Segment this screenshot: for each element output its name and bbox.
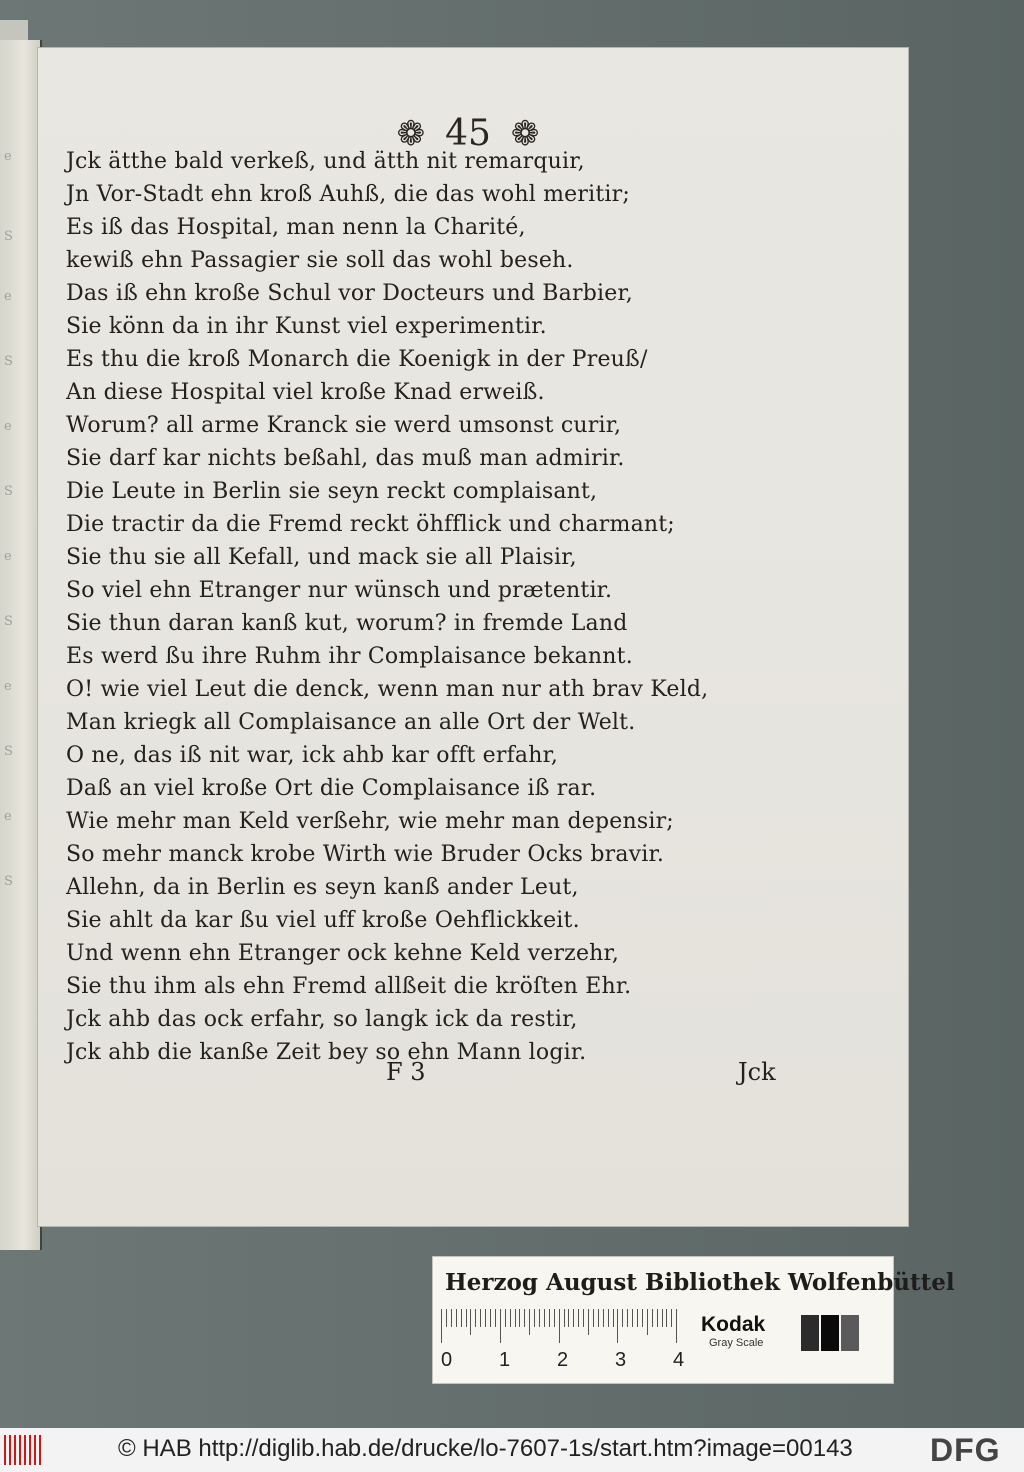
ruler-tick — [613, 1309, 614, 1327]
ruler-tick — [564, 1309, 565, 1327]
bleed-mark: S — [4, 354, 13, 369]
ruler-label: 2 — [557, 1349, 569, 1371]
bleed-mark: e — [4, 679, 12, 694]
gray-swatch — [821, 1315, 839, 1351]
text-line: Und wenn ehn Etranger ock kehne Keld verzehr, — [66, 941, 620, 966]
bleed-mark: e — [4, 419, 12, 434]
ruler-tick — [529, 1309, 530, 1335]
bleed-mark: e — [4, 809, 12, 824]
signature-mark: F 3 — [386, 1058, 426, 1086]
ruler-tick — [539, 1309, 540, 1327]
scale-ruler — [441, 1309, 683, 1375]
ruler-tick — [608, 1309, 609, 1327]
ruler-tick — [505, 1309, 506, 1327]
text-line: Jn Vor-Stadt ehn kroß Auhß, die das wohl meritir; — [66, 182, 630, 207]
barcode-icon — [4, 1435, 44, 1465]
flower-ornament-icon: ❁ — [510, 114, 540, 154]
ruler-tick — [647, 1309, 648, 1335]
ruler-tick — [519, 1309, 520, 1327]
ruler-label: 4 — [673, 1349, 685, 1371]
text-line: Die Leute in Berlin sie seyn reckt complaisant, — [66, 479, 598, 504]
bleed-mark: e — [4, 149, 12, 164]
page-footer — [38, 1058, 908, 1098]
text-line: Sie darf kar nichts beßahl, das muß man admirir. — [66, 446, 625, 471]
bleed-mark: e — [4, 549, 12, 564]
ruler-tick — [451, 1309, 452, 1327]
ruler-tick — [466, 1309, 467, 1327]
ruler-tick — [573, 1309, 574, 1327]
ruler-tick — [593, 1309, 594, 1327]
text-line: Es werd ßu ihre Ruhm ihr Complaisance bekannt. — [66, 644, 633, 669]
text-line: Sie ahlt da kar ßu viel uff kroße Oehflickkeit. — [66, 908, 580, 933]
ruler-tick — [475, 1309, 476, 1327]
ruler-ticks — [441, 1309, 683, 1343]
gray-swatch — [801, 1315, 819, 1351]
bleed-mark: S — [4, 874, 13, 889]
book-page — [38, 48, 908, 1226]
text-line: Wie mehr man Keld verßehr, wie mehr man depensir; — [66, 809, 674, 834]
text-line: O ne, das iß nit war, ick ahb kar offt erfahr, — [66, 743, 559, 768]
catchword: Jck — [738, 1058, 776, 1086]
flower-ornament-icon: ❁ — [396, 114, 426, 154]
kodak-logo: Kodak — [701, 1313, 766, 1336]
text-line: Es thu die kroß Monarch die Koenigk in der Preuß/ — [66, 347, 648, 372]
ruler-tick — [632, 1309, 633, 1327]
ruler-tick — [510, 1309, 511, 1327]
ruler-label: 1 — [499, 1349, 511, 1371]
ruler-tick — [549, 1309, 550, 1327]
ruler-tick — [495, 1309, 496, 1327]
text-line: Es iß das Hospital, man nenn la Charité, — [66, 215, 526, 240]
bleed-mark: e — [4, 289, 12, 304]
text-line: Allehn, da in Berlin es seyn kanß ander Leut, — [66, 875, 579, 900]
text-line: So viel ehn Etranger nur wünsch und prætentir. — [66, 578, 613, 603]
ruler-tick — [456, 1309, 457, 1327]
poem-text — [66, 145, 866, 1069]
ruler-tick — [461, 1309, 462, 1327]
text-line: An diese Hospital viel kroße Knad erweiß. — [66, 380, 545, 405]
text-line: Worum? all arme Kranck sie werd umsonst curir, — [66, 413, 622, 438]
kodak-subtitle: Gray Scale — [709, 1337, 764, 1349]
dfg-logo: DFG — [930, 1432, 1001, 1468]
text-line: kewiß ehn Passagier sie soll das wohl beseh. — [66, 248, 574, 273]
ruler-tick — [480, 1309, 481, 1327]
ruler-tick — [603, 1309, 604, 1327]
text-line: Sie thu ihm als ehn Fremd allßeit die kröſten Ehr. — [66, 974, 632, 999]
ruler-tick — [662, 1309, 663, 1327]
ruler-tick — [485, 1309, 486, 1327]
text-line: So mehr manck krobe Wirth wie Bruder Ocks bravir. — [66, 842, 665, 867]
bleed-mark: S — [4, 229, 13, 244]
text-line: Die tractir da die Fremd reckt öhfflick und charmant; — [66, 512, 675, 537]
ruler-tick — [490, 1309, 491, 1327]
ruler-tick — [554, 1309, 555, 1327]
text-line: Jck ahb das ock erfahr, so langk ick da restir, — [66, 1007, 578, 1032]
ruler-tick — [470, 1309, 471, 1335]
text-line: Sie thu sie all Kefall, und mack sie all Plaisir, — [66, 545, 577, 570]
ruler-tick — [524, 1309, 525, 1327]
ruler-tick — [578, 1309, 579, 1327]
ruler-tick — [617, 1309, 618, 1343]
gray-swatch — [841, 1315, 859, 1351]
ruler-tick — [671, 1309, 672, 1327]
text-line: Jck ahb die kanße Zeit bey so ehn Mann logir. — [66, 1040, 587, 1065]
page-number: 45 — [445, 113, 491, 154]
gray-scale-swatches — [801, 1315, 859, 1351]
text-line: Das iß ehn kroße Schul vor Docteurs und Barbier, — [66, 281, 633, 306]
ruler-tick — [534, 1309, 535, 1327]
text-line: Sie könn da in ihr Kunst viel experimentir. — [66, 314, 547, 339]
ruler-tick — [446, 1309, 447, 1327]
text-line: Daß an viel kroße Ort die Complaisance iß rar. — [66, 776, 597, 801]
ruler-tick — [598, 1309, 599, 1327]
copyright-url[interactable]: © HAB http://diglib.hab.de/drucke/lo-7607-1s/start.htm?image=00143 — [118, 1435, 853, 1462]
ruler-tick — [627, 1309, 628, 1327]
ruler-tick — [500, 1309, 501, 1343]
ruler-tick — [515, 1309, 516, 1327]
ruler-tick — [652, 1309, 653, 1327]
ruler-tick — [657, 1309, 658, 1327]
ruler-tick — [559, 1309, 560, 1343]
ruler-tick — [588, 1309, 589, 1335]
previous-page-edge — [0, 40, 42, 1250]
ruler-tick — [642, 1309, 643, 1327]
bleed-mark: S — [4, 614, 13, 629]
ruler-tick — [637, 1309, 638, 1327]
ruler-tick — [583, 1309, 584, 1327]
viewer-footer-bar — [0, 1428, 1024, 1472]
bleed-mark: S — [4, 484, 13, 499]
text-line: O! wie viel Leut die denck, wenn man nur ath brav Keld, — [66, 677, 709, 702]
text-line: Jck ätthe bald verkeß, und ätth nit remarquir, — [66, 149, 585, 174]
ruler-tick — [568, 1309, 569, 1327]
text-line: Man kriegk all Complaisance an alle Ort der Welt. — [66, 710, 636, 735]
ruler-tick — [544, 1309, 545, 1327]
ruler-label: 3 — [615, 1349, 627, 1371]
ruler-tick — [676, 1309, 677, 1343]
ruler-labels — [441, 1349, 683, 1373]
library-label-card — [432, 1256, 955, 1384]
ruler-tick — [622, 1309, 623, 1327]
text-line: Sie thun daran kanß kut, worum? in fremde Land — [66, 611, 628, 636]
library-name: Herzog August Bibliothek Wolfenbüttel — [445, 1269, 955, 1296]
ruler-label: 0 — [441, 1349, 453, 1371]
ruler-tick — [666, 1309, 667, 1327]
bleed-mark: S — [4, 744, 13, 759]
ruler-tick — [441, 1309, 442, 1343]
